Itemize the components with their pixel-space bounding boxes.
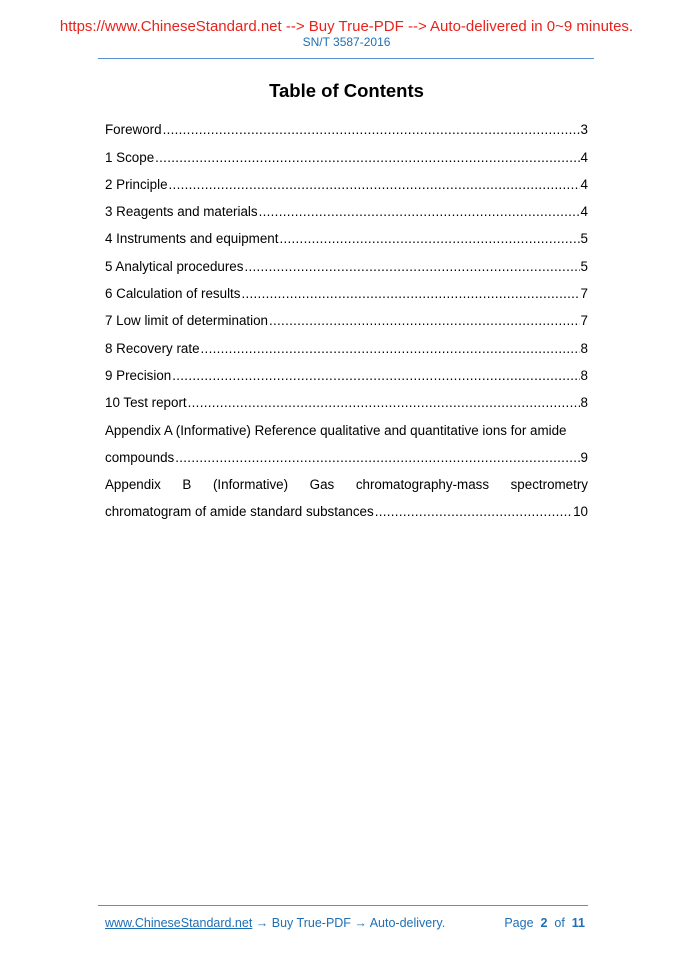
page-of: of bbox=[554, 916, 565, 930]
toc-entry-appendix-a-line2[interactable] bbox=[105, 441, 588, 468]
toc-entry-page: 8 bbox=[580, 395, 588, 411]
toc-entry-title: 8 Recovery rate bbox=[105, 340, 200, 356]
toc-entry-foreword[interactable] bbox=[105, 113, 588, 140]
toc-entry-page: 4 bbox=[580, 176, 588, 192]
toc-entry-low-limit[interactable] bbox=[105, 304, 588, 331]
toc-leader bbox=[155, 148, 579, 168]
toc-entry-calculation[interactable] bbox=[105, 277, 588, 304]
toc-word: B bbox=[182, 477, 192, 493]
toc-entry-page: 7 bbox=[580, 286, 588, 302]
toc-entry-title: 6 Calculation of results bbox=[105, 286, 241, 302]
toc-entry-title: 1 Scope bbox=[105, 149, 155, 165]
toc-word: spectrometry bbox=[510, 477, 588, 493]
toc-entry-principle[interactable] bbox=[105, 168, 588, 195]
toc-leader bbox=[169, 175, 580, 195]
page-current: 2 bbox=[540, 916, 548, 930]
toc-entry-appendix-b-line1[interactable] bbox=[105, 468, 588, 495]
toc-word: Gas bbox=[309, 477, 335, 493]
toc-entry-title: chromatogram of amide standard substances bbox=[105, 504, 374, 520]
toc-leader bbox=[269, 311, 580, 331]
footer-link[interactable]: www.ChineseStandard.net bbox=[105, 916, 253, 930]
toc-word: chromatography-mass bbox=[355, 477, 490, 493]
page-total: 11 bbox=[571, 916, 585, 930]
toc-entry-page: 9 bbox=[580, 449, 588, 465]
toc-entry-appendix-b-line2[interactable] bbox=[105, 495, 588, 522]
toc-leader bbox=[163, 120, 580, 140]
toc-entry-test-report[interactable] bbox=[105, 386, 588, 413]
toc-entry-page: 8 bbox=[580, 367, 588, 383]
toc-entry-precision[interactable] bbox=[105, 359, 588, 386]
toc-entry-page: 4 bbox=[580, 149, 588, 165]
toc-leader bbox=[375, 502, 572, 522]
toc-leader bbox=[279, 229, 579, 249]
toc-entry-page: 8 bbox=[580, 340, 588, 356]
page-indicator bbox=[504, 916, 585, 930]
header-divider bbox=[98, 58, 594, 59]
toc-entry-page: 5 bbox=[580, 231, 588, 247]
toc-entry-title: 10 Test report bbox=[105, 395, 187, 411]
toc-entry-procedures[interactable] bbox=[105, 249, 588, 276]
toc-entry-page: 5 bbox=[580, 258, 588, 274]
toc-entry-title: 3 Reagents and materials bbox=[105, 204, 258, 220]
toc-entry-title: 2 Principle bbox=[105, 176, 168, 192]
toc-entry-title: 5 Analytical procedures bbox=[105, 258, 244, 274]
toc-entry-title: compounds bbox=[105, 449, 175, 465]
toc-leader bbox=[244, 257, 579, 277]
toc-entry-page: 4 bbox=[580, 204, 588, 220]
toc-title: Table of Contents bbox=[269, 80, 424, 101]
toc-entry-page: 3 bbox=[580, 122, 588, 138]
toc-leader bbox=[175, 448, 579, 468]
toc-entry-title: 7 Low limit of determination bbox=[105, 313, 268, 329]
toc-entry-title: 9 Precision bbox=[105, 367, 172, 383]
toc-entry-recovery[interactable] bbox=[105, 331, 588, 358]
toc-word: Appendix bbox=[105, 477, 161, 493]
toc-word: (Informative) bbox=[212, 477, 289, 493]
toc-leader bbox=[259, 202, 580, 222]
footer-link-suffix: → Buy True-PDF → Auto-delivery. bbox=[252, 916, 446, 930]
toc-entry-title: Appendix A (Informative) Reference qualitative and quantitative ions for amide bbox=[105, 422, 567, 438]
toc-entry-reagents[interactable] bbox=[105, 195, 588, 222]
toc-leader bbox=[241, 284, 579, 304]
toc-entry-title: Foreword bbox=[105, 122, 162, 138]
header-banner[interactable]: https://www.ChineseStandard.net --> Buy True-PDF --> Auto-delivered in 0~9 minutes. bbox=[59, 18, 634, 35]
toc-entry-page: 10 bbox=[573, 504, 588, 520]
page-word: Page bbox=[504, 916, 534, 930]
toc-leader bbox=[172, 366, 579, 386]
table-of-contents bbox=[105, 113, 588, 522]
standard-code: SN/T 3587-2016 bbox=[302, 35, 391, 49]
toc-entry-scope[interactable] bbox=[105, 140, 588, 167]
footer-divider bbox=[98, 905, 588, 906]
toc-leader bbox=[201, 339, 580, 359]
toc-entry-page: 7 bbox=[580, 313, 588, 329]
toc-entry-title: 4 Instruments and equipment bbox=[105, 231, 279, 247]
toc-entry-instruments[interactable] bbox=[105, 222, 588, 249]
toc-entry-appendix-a-line1[interactable] bbox=[105, 413, 588, 440]
toc-leader bbox=[188, 393, 580, 413]
footer bbox=[105, 916, 585, 930]
footer-link-group bbox=[105, 916, 445, 930]
